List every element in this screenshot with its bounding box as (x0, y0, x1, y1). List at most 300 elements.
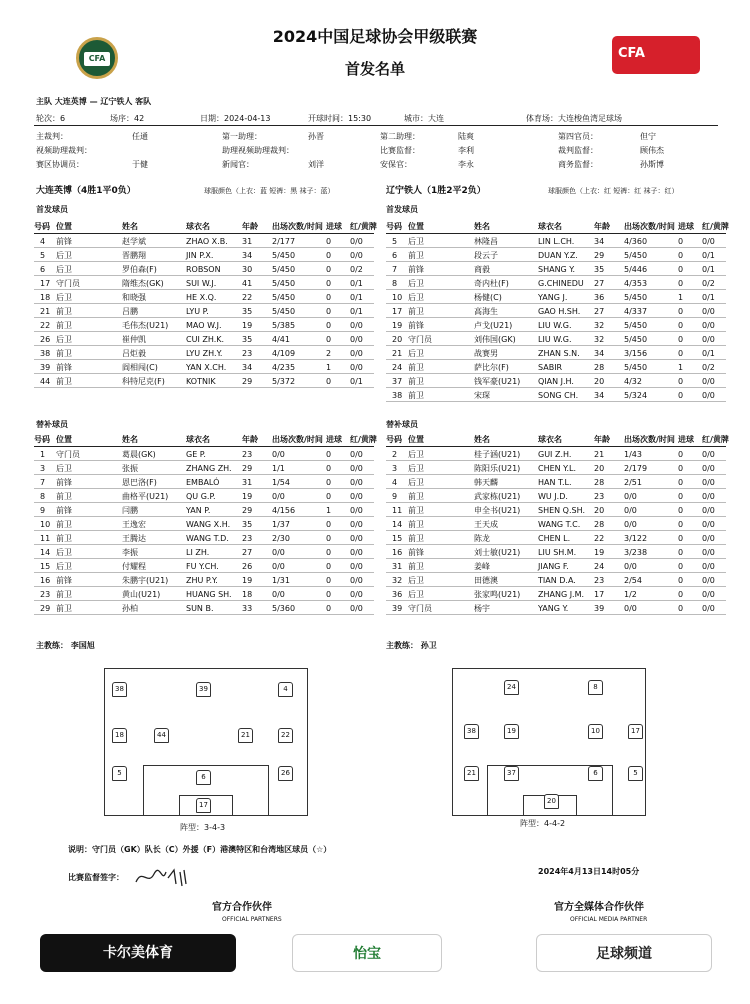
column-header: 球衣名 (538, 435, 562, 444)
table-cell: 22 (594, 534, 605, 543)
table-row (386, 248, 726, 262)
jersey-away: 37 (504, 766, 519, 781)
table-cell: 0 (678, 590, 684, 599)
table-cell: 29 (594, 251, 605, 260)
table-cell: 0/0 (350, 450, 363, 459)
table-cell: 0/0 (350, 534, 363, 543)
table-cell: 14 (40, 548, 51, 557)
table-cell: 0/0 (702, 576, 715, 585)
table-cell: 前卫 (56, 534, 72, 543)
jersey-away: 17 (628, 724, 643, 739)
table-cell: 0 (678, 534, 684, 543)
table-cell: 后卫 (408, 576, 424, 585)
table-cell: 1 (326, 363, 332, 372)
table-cell: 恩巴洛(F) (122, 478, 157, 487)
table-cell: 17 (594, 590, 605, 599)
table-cell: CUI ZH.K. (186, 335, 225, 344)
table-cell: 和晓强 (122, 293, 146, 302)
table-cell: 4/41 (272, 335, 290, 344)
table-cell: 41 (242, 279, 253, 288)
table-cell: HE X.Q. (186, 293, 217, 302)
match-no: 场序：42 (110, 114, 145, 123)
table-cell: 0/1 (702, 293, 715, 302)
table-cell: 1 (326, 506, 332, 515)
table-cell: 5/324 (624, 391, 648, 400)
table-cell: 5/446 (624, 265, 648, 274)
table-cell: EMBALÓ (186, 478, 220, 487)
table-cell: 0/2 (702, 363, 715, 372)
table-cell: 20 (594, 464, 605, 473)
table-cell: 2/179 (624, 464, 648, 473)
table-row (386, 559, 726, 573)
table-cell: 0 (678, 237, 684, 246)
table-cell: 3/238 (624, 548, 648, 557)
official-label: 安保官： (380, 160, 412, 169)
table-cell: SUN B. (186, 604, 214, 613)
table-cell: 后卫 (56, 251, 72, 260)
table-cell: 0 (326, 265, 332, 274)
match-date: 日期：2024-04-13 (200, 114, 271, 123)
official-label: 赛区协调员： (36, 160, 84, 169)
table-cell: 0/1 (350, 293, 363, 302)
jersey-home: 4 (278, 682, 293, 697)
table-cell: 16 (40, 576, 51, 585)
table-cell: 阎相闯(C) (122, 363, 158, 372)
table-cell: 0/0 (272, 450, 285, 459)
table-cell: 前卫 (408, 506, 424, 515)
table-cell: 后卫 (408, 237, 424, 246)
table-cell: 5/450 (272, 251, 296, 260)
table-cell: 0/0 (350, 335, 363, 344)
column-header: 出场次数/时间 (624, 435, 675, 444)
jersey-home: 38 (112, 682, 127, 697)
table-cell: 0 (326, 237, 332, 246)
table-cell: 0 (326, 492, 332, 501)
table-cell: 34 (242, 251, 253, 260)
table-cell: 吕鹏 (122, 307, 138, 316)
table-cell: MAO W.J. (186, 321, 222, 330)
table-cell: 王腾达 (122, 534, 146, 543)
column-header: 出场次数/时间 (272, 222, 323, 231)
table-cell: 前卫 (408, 251, 424, 260)
table-cell: 29 (40, 604, 51, 613)
table-cell: 35 (242, 335, 253, 344)
table-cell: 钱军豪(U21) (474, 377, 521, 386)
jersey-home: 18 (112, 728, 127, 743)
table-cell: CHEN Y.L. (538, 464, 576, 473)
column-header: 红/黄牌 (350, 222, 377, 231)
column-header: 姓名 (474, 222, 490, 231)
teams-label: 主队 大连英博 — 辽宁铁人 客队 (36, 97, 152, 106)
column-header: 球衣名 (186, 435, 210, 444)
table-cell: 后卫 (408, 478, 424, 487)
table-cell: 杨健(C) (474, 293, 502, 302)
table-cell: 0/0 (350, 506, 363, 515)
table-cell: 0/1 (350, 279, 363, 288)
table-cell: 奇内杜(F) (474, 279, 509, 288)
home-formation: 阵型：3-4-3 (180, 823, 226, 832)
table-cell: 0 (678, 377, 684, 386)
table-cell: 0 (326, 335, 332, 344)
table-cell: 0/1 (350, 307, 363, 316)
table-cell: 0 (326, 604, 332, 613)
table-row (34, 290, 374, 304)
table-cell: QU G.P. (186, 492, 216, 501)
column-header: 出场次数/时间 (272, 435, 323, 444)
column-header: 年龄 (594, 435, 610, 444)
table-cell: 1 (40, 450, 46, 459)
column-header: 出场次数/时间 (624, 222, 675, 231)
table-cell: 0 (326, 321, 332, 330)
table-cell: 0/2 (702, 279, 715, 288)
table-cell: 28 (594, 478, 605, 487)
official-label: 商务监督： (558, 160, 598, 169)
column-header: 位置 (56, 435, 72, 444)
table-cell: 30 (242, 265, 253, 274)
table-cell: 0 (678, 492, 684, 501)
table-cell: 0/0 (702, 307, 715, 316)
table-cell: 孙柏 (122, 604, 138, 613)
table-cell: 0 (326, 377, 332, 386)
table-cell: 31 (242, 237, 253, 246)
table-cell: 20 (594, 506, 605, 515)
table-cell: 科特尼克(F) (122, 377, 165, 386)
table-cell: 商毅 (474, 265, 490, 274)
table-cell: 2 (392, 450, 398, 459)
column-header: 年龄 (242, 222, 258, 231)
table-cell: 27 (594, 307, 605, 316)
table-cell: 后卫 (408, 450, 424, 459)
official-label: 视频助理裁判： (36, 146, 92, 155)
table-row (34, 559, 374, 573)
column-header: 号码 (34, 435, 50, 444)
table-cell: 武家栋(U21) (474, 492, 521, 501)
table-cell: 0/0 (702, 321, 715, 330)
table-cell: 前卫 (408, 391, 424, 400)
table-cell: 0 (326, 279, 332, 288)
table-cell: 24 (594, 562, 605, 571)
official-value: 刘洋 (308, 160, 324, 169)
table-cell: 崔仲凯 (122, 335, 146, 344)
official-label: 助理视频助理裁判： (222, 146, 294, 155)
table-row (386, 503, 726, 517)
table-cell: 19 (594, 548, 605, 557)
table-cell: 隋维杰(GK) (122, 279, 164, 288)
table-row (386, 360, 726, 374)
column-header: 红/黄牌 (702, 222, 729, 231)
table-cell: 0 (326, 464, 332, 473)
table-cell: 前卫 (408, 520, 424, 529)
table-cell: 后卫 (56, 562, 72, 571)
timestamp: 2024年4月13日14时05分 (538, 867, 640, 876)
table-cell: 0/0 (702, 450, 715, 459)
table-row (34, 234, 374, 248)
table-cell: 0/0 (350, 321, 363, 330)
table-cell: 4/156 (272, 506, 296, 515)
table-cell: 陈龙 (474, 534, 490, 543)
table-cell: 0/0 (702, 590, 715, 599)
table-cell: 23 (40, 590, 51, 599)
table-row (386, 587, 726, 601)
column-header: 红/黄牌 (350, 435, 377, 444)
table-row (34, 248, 374, 262)
table-cell: 0 (326, 307, 332, 316)
table-cell: 35 (242, 520, 253, 529)
table-cell: 1/31 (272, 576, 290, 585)
table-cell: 0/0 (702, 492, 715, 501)
signature-image (132, 864, 192, 890)
table-cell: LIU SH.M. (538, 548, 577, 557)
table-cell: 0/0 (272, 590, 285, 599)
table-cell: 0/0 (702, 237, 715, 246)
table-cell: 0 (326, 478, 332, 487)
table-cell: 5/372 (272, 377, 296, 386)
column-header: 球衣名 (538, 222, 562, 231)
table-cell: G.CHINEDU (538, 279, 584, 288)
table-cell: KOTNIK (186, 377, 216, 386)
table-cell: 0 (678, 450, 684, 459)
table-cell: 3/156 (624, 349, 648, 358)
jersey-home: 44 (154, 728, 169, 743)
table-cell: 0/0 (350, 604, 363, 613)
table-cell: SABIR (538, 363, 563, 372)
table-cell: 0/0 (350, 237, 363, 246)
table-cell: 刘伟国(GK) (474, 335, 516, 344)
table-cell: 0/0 (624, 520, 637, 529)
table-cell: 0/0 (702, 562, 715, 571)
table-cell: 0/0 (350, 492, 363, 501)
table-cell: 37 (392, 377, 403, 386)
table-cell: 0/1 (702, 349, 715, 358)
table-cell: 段云子 (474, 251, 498, 260)
jersey-away: 19 (504, 724, 519, 739)
table-cell: 守门员 (56, 450, 80, 459)
table-cell: 前锋 (56, 363, 72, 372)
table-cell: 0 (678, 307, 684, 316)
table-row (386, 346, 726, 360)
official-value: 孙晋 (308, 132, 324, 141)
sponsor-cestbon: 怡宝 (292, 934, 442, 972)
table-cell: 前卫 (408, 363, 424, 372)
table-cell: 0 (678, 604, 684, 613)
table-cell: 4/32 (624, 377, 642, 386)
table-row (34, 304, 374, 318)
table-row (34, 360, 374, 374)
official-partners-label: 官方合作伙伴 (212, 902, 272, 913)
table-cell: 44 (40, 377, 51, 386)
table-cell: 前锋 (408, 265, 424, 274)
table-row (386, 388, 726, 402)
table-cell: 0 (678, 265, 684, 274)
table-cell: GUI Z.H. (538, 450, 572, 459)
table-cell: 后卫 (56, 548, 72, 557)
table-cell: 0/0 (350, 590, 363, 599)
table-cell: 34 (594, 237, 605, 246)
table-cell: 后卫 (408, 464, 424, 473)
table-cell: 张家鸣(U21) (474, 590, 521, 599)
table-cell: 守门员 (408, 335, 432, 344)
table-row (386, 332, 726, 346)
table-cell: 22 (40, 321, 51, 330)
table-cell: 0 (678, 562, 684, 571)
table-cell: 葛晨(GK) (122, 450, 156, 459)
table-cell: ZHU P.Y. (186, 576, 218, 585)
kickoff-time: 开球时间：15:30 (308, 114, 372, 123)
table-row (34, 276, 374, 290)
table-cell: 10 (40, 520, 51, 529)
table-cell: 18 (40, 293, 51, 302)
table-cell: 战赛男 (474, 349, 498, 358)
table-cell: WANG X.H. (186, 520, 231, 529)
table-cell: 38 (392, 391, 403, 400)
table-row (386, 290, 726, 304)
table-cell: GE P. (186, 450, 206, 459)
jersey-away: 38 (464, 724, 479, 739)
official-label: 第四官员： (558, 132, 598, 141)
table-cell: HAN T.L. (538, 478, 572, 487)
table-cell: 21 (40, 307, 51, 316)
table-cell: 0/0 (350, 562, 363, 571)
table-cell: 0 (326, 534, 332, 543)
table-cell: 1 (678, 293, 684, 302)
table-cell: 14 (392, 520, 403, 529)
table-cell: 前卫 (56, 590, 72, 599)
table-cell: 前卫 (408, 562, 424, 571)
away-subs-label: 替补球员 (386, 420, 418, 429)
table-cell: 前卫 (56, 377, 72, 386)
table-cell: 前卫 (408, 534, 424, 543)
table-cell: 34 (594, 391, 605, 400)
table-cell: 前卫 (408, 377, 424, 386)
table-cell: JIN P.X. (186, 251, 214, 260)
table-cell: TIAN D.A. (538, 576, 576, 585)
table-cell: 2/177 (272, 237, 296, 246)
table-cell: 19 (242, 576, 253, 585)
media-partner-label: 官方全媒体合作伙伴 (554, 902, 644, 913)
table-header (386, 219, 729, 234)
table-cell: 李振 (122, 548, 138, 557)
table-cell: 19 (242, 321, 253, 330)
table-cell: 陈阳乐(U21) (474, 464, 521, 473)
table-cell: 2/51 (624, 478, 642, 487)
table-cell: 3/122 (624, 534, 648, 543)
table-cell: 桂子涵(U21) (474, 450, 521, 459)
table-cell: 前卫 (408, 492, 424, 501)
table-row (34, 601, 374, 615)
table-cell: 32 (392, 576, 403, 585)
table-cell: 0/0 (350, 363, 363, 372)
table-cell: 宋琛 (474, 391, 490, 400)
table-cell: 后卫 (56, 464, 72, 473)
table-header (34, 219, 377, 234)
table-cell: 35 (242, 307, 253, 316)
jersey-away: 5 (628, 766, 643, 781)
table-cell: 8 (40, 492, 46, 501)
table-cell: 后卫 (56, 265, 72, 274)
table-cell: 0/1 (702, 251, 715, 260)
table-cell: SHEN Q.SH. (538, 506, 586, 515)
table-cell: 9 (40, 506, 46, 515)
table-cell: 17 (392, 307, 403, 316)
table-cell: 34 (242, 363, 253, 372)
table-cell: 7 (40, 478, 46, 487)
jersey-away: 10 (588, 724, 603, 739)
table-cell: YANG Y. (538, 604, 569, 613)
table-cell: 张振 (122, 464, 138, 473)
table-cell: 27 (242, 548, 253, 557)
table-row (34, 475, 374, 489)
table-row (386, 276, 726, 290)
table-row (386, 601, 726, 615)
column-header: 位置 (408, 222, 424, 231)
table-cell: YAN X.CH. (186, 363, 227, 372)
table-cell: 4 (392, 478, 398, 487)
jersey-away: 24 (504, 680, 519, 695)
table-cell: 39 (40, 363, 51, 372)
table-cell: 0 (326, 251, 332, 260)
table-cell: 前锋 (408, 548, 424, 557)
away-team-name: 辽宁铁人（1胜2平2负） (386, 186, 486, 196)
page-subtitle: 首发名单 (344, 60, 405, 78)
table-cell: WU J.D. (538, 492, 568, 501)
table-cell: CHEN L. (538, 534, 571, 543)
table-row (34, 447, 374, 461)
table-row (386, 531, 726, 545)
table-cell: 5/450 (272, 307, 296, 316)
table-cell: 0 (678, 279, 684, 288)
table-cell: FU Y.CH. (186, 562, 219, 571)
table-cell: 23 (242, 450, 253, 459)
jersey-home: 26 (278, 766, 293, 781)
table-cell: 曲格平(U21) (122, 492, 169, 501)
table-row (34, 262, 374, 276)
table-cell: 0/0 (702, 604, 715, 613)
table-cell: 4/337 (624, 307, 648, 316)
table-cell: 4/109 (272, 349, 296, 358)
table-cell: 5/450 (272, 265, 296, 274)
table-cell: 守门员 (56, 279, 80, 288)
table-cell: 后卫 (56, 335, 72, 344)
table-cell: ZHANG ZH. (186, 464, 232, 473)
table-cell: 前锋 (56, 237, 72, 246)
table-row (386, 461, 726, 475)
column-header: 进球 (326, 435, 342, 444)
table-cell: 0 (326, 520, 332, 529)
table-cell: 0/1 (702, 265, 715, 274)
table-cell: 后卫 (408, 293, 424, 302)
city: 城市：大连 (404, 114, 444, 123)
table-row (386, 573, 726, 587)
table-cell: 32 (594, 321, 605, 330)
table-cell: ZHANG J.M. (538, 590, 585, 599)
table-row (34, 503, 374, 517)
table-row (34, 374, 374, 388)
table-cell: 0 (678, 321, 684, 330)
table-row (386, 262, 726, 276)
table-cell: 0/0 (702, 464, 715, 473)
table-cell: YANG J. (538, 293, 568, 302)
table-cell: 朱鹏宇(U21) (122, 576, 169, 585)
table-row (34, 573, 374, 587)
jersey-home: 6 (196, 770, 211, 785)
table-cell: 0/0 (702, 520, 715, 529)
away-starters-label: 首发球员 (386, 205, 418, 214)
jersey-home: 39 (196, 682, 211, 697)
sponsor-kelme: 卡尔美体育 (40, 934, 236, 972)
table-row (34, 332, 374, 346)
table-cell: 0/0 (272, 548, 285, 557)
table-cell: 1/43 (624, 450, 642, 459)
